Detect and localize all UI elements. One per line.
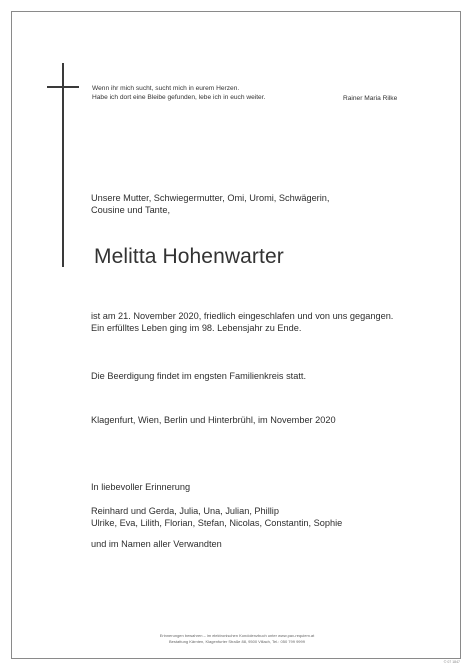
footer: [0, 633, 474, 645]
footer-line: Erinnerungen bewahren – im elektronischen Kondolenzbuch unter www.pax-requiem.at: [159, 633, 315, 638]
page-border: [11, 11, 461, 659]
cross-icon: [62, 63, 64, 267]
relatives-text: und im Namen aller Verwandten: [91, 539, 222, 549]
death-notice: [91, 310, 411, 334]
quote-line: Habe ich dort eine Bleibe gefunden, lebe ich in euch weiter.: [92, 94, 266, 101]
quote: [92, 84, 372, 102]
intro-line: Unsere Mutter, Schwiegermutter, Omi, Uromi, Schwägerin,: [91, 193, 330, 203]
funeral-notice: Die Beerdigung findet im engsten Familienkreis statt.: [91, 371, 306, 381]
quote-line: Wenn ihr mich sucht, sucht mich in eurem Herzen.: [92, 85, 240, 92]
family-line: Reinhard und Gerda, Julia, Una, Julian, Phillip: [91, 506, 279, 516]
place-date: Klagenfurt, Wien, Berlin und Hinterbrühl, im November 2020: [91, 415, 336, 425]
footer-line: Bestattung Kärnten, Klagenfurter Straße 88, 9500 Villach, Tel.: 050 799 9999: [169, 639, 305, 644]
death-line: Ein erfülltes Leben ging im 98. Lebensjahr zu Ende.: [91, 323, 302, 333]
deceased-name: Melitta Hohenwarter: [94, 245, 284, 268]
family-names: [91, 505, 421, 529]
memory-heading: In liebevoller Erinnerung: [91, 482, 191, 492]
death-line: ist am 21. November 2020, friedlich eingeschlafen und von uns gegangen.: [91, 311, 394, 321]
quote-author: Rainer Maria Rilke: [343, 95, 398, 102]
intro-text: [91, 192, 391, 216]
cross-icon-bar: [47, 86, 79, 88]
reference-code: © 07 1847: [443, 660, 460, 664]
intro-line: Cousine und Tante,: [91, 205, 171, 215]
family-line: Ulrike, Eva, Lilith, Florian, Stefan, Nicolas, Constantin, Sophie: [91, 518, 343, 528]
